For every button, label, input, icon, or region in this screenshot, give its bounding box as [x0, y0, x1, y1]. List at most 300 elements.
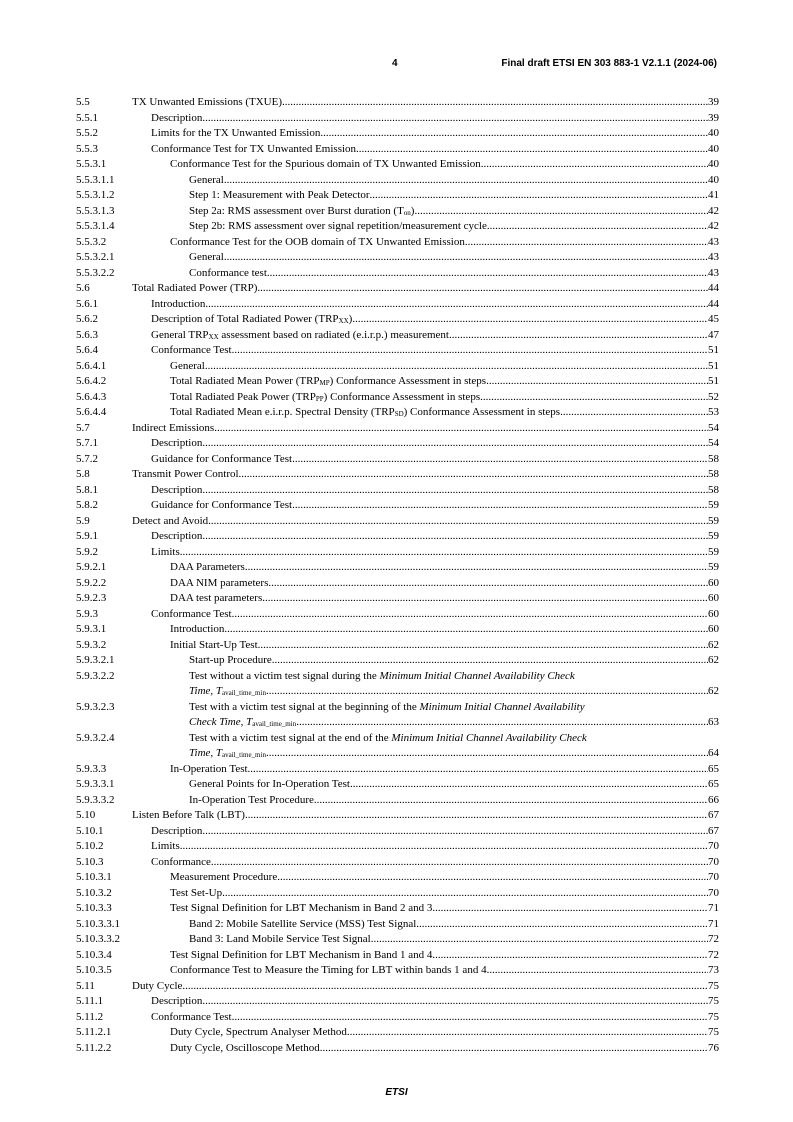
toc-entry[interactable] — [76, 421, 719, 437]
toc-leader-dots — [258, 638, 708, 654]
toc-title — [189, 669, 575, 685]
toc-section-number: 5.5.2 — [76, 127, 98, 139]
toc-entry[interactable] — [76, 142, 719, 158]
toc-entry[interactable] — [76, 901, 719, 917]
toc-section-number: 5.11.2 — [76, 1010, 104, 1023]
toc-entry[interactable] — [76, 343, 719, 359]
toc-line — [151, 312, 719, 328]
toc-title — [151, 839, 180, 855]
toc-line — [170, 235, 719, 251]
toc-leader-dots — [432, 901, 708, 917]
toc-title — [151, 1010, 232, 1026]
toc-entry-body — [151, 436, 719, 452]
toc-leader-dots — [480, 390, 708, 406]
toc-line — [170, 638, 719, 654]
toc-section-number: 5.9.3.2.2 — [76, 669, 115, 682]
toc-title-text: Time, T — [189, 747, 223, 759]
toc-section-number: 5.6.4 — [76, 344, 98, 356]
toc-entry-body — [132, 808, 719, 824]
toc-title — [151, 607, 232, 623]
toc-title-text: Conformance — [151, 855, 211, 868]
toc-line — [132, 979, 719, 995]
toc-line — [151, 994, 719, 1010]
toc-entry-body — [151, 343, 719, 359]
toc-entry[interactable] — [76, 963, 719, 979]
toc-page-number: 59 — [708, 499, 719, 511]
toc-entry[interactable] — [76, 669, 719, 700]
toc-title-text: ) Conformance Assessment in steps — [403, 406, 561, 418]
toc-line — [170, 963, 719, 979]
toc-line — [189, 700, 719, 716]
toc-entry[interactable] — [76, 312, 719, 328]
toc-page-number: 52 — [708, 390, 719, 403]
toc-leader-dots — [232, 607, 708, 623]
toc-title-text: Description — [151, 530, 203, 542]
toc-line — [189, 793, 719, 809]
toc-title — [151, 855, 211, 871]
toc-leader-dots — [211, 855, 708, 871]
toc-entry-body — [151, 142, 719, 158]
toc-line — [189, 219, 719, 235]
toc-leader-dots — [487, 963, 708, 979]
toc-entry[interactable] — [76, 839, 719, 855]
toc-section-number: 5.9.2.1 — [76, 561, 107, 573]
toc-line — [170, 762, 719, 778]
toc-section-number: 5.7.2 — [76, 452, 98, 465]
toc-leader-dots — [320, 1041, 708, 1057]
toc-leader-dots — [347, 1025, 708, 1041]
toc-entry-body — [170, 576, 719, 592]
toc-line — [151, 607, 719, 623]
toc-entry[interactable] — [76, 266, 719, 282]
toc-entry[interactable] — [76, 731, 719, 762]
toc-title-text: ) — [410, 204, 415, 217]
toc-title — [170, 560, 245, 576]
toc-entry[interactable] — [76, 607, 719, 623]
document-title: Final draft ETSI EN 303 883-1 V2.1.1 (2024-06) — [501, 58, 717, 69]
toc-title-text: Conformance Test for the OOB domain of TX Unwanted Emission — [170, 235, 465, 248]
toc-entry[interactable] — [76, 126, 719, 142]
toc-entry[interactable] — [76, 188, 719, 204]
toc-section-number: 5.9.3.2.4 — [76, 731, 115, 744]
toc-entry[interactable] — [76, 111, 719, 127]
toc-entry-body — [189, 266, 719, 282]
toc-title-text: Transmit Power Control — [132, 468, 239, 480]
toc-leader-dots — [202, 111, 708, 127]
toc-entry[interactable] — [76, 359, 719, 375]
toc-title — [132, 979, 182, 995]
toc-title-text: Test Set-Up — [170, 886, 223, 899]
toc-title-text: Minimum Initial Channel Availability Check — [391, 731, 587, 744]
toc-line — [151, 483, 719, 499]
toc-entry-body — [189, 932, 719, 948]
toc-entry[interactable] — [76, 436, 719, 452]
toc-entry[interactable] — [76, 855, 719, 871]
toc-entry[interactable] — [76, 777, 719, 793]
toc-title-text: ) Conformance Assessment in steps — [329, 375, 487, 387]
toc-line — [170, 374, 719, 390]
toc-title-text: In-Operation Test — [170, 762, 248, 775]
toc-entry[interactable] — [76, 328, 719, 344]
toc-section-number: 5.7.1 — [76, 437, 98, 449]
toc-entry[interactable] — [76, 932, 719, 948]
toc-line — [151, 111, 719, 127]
toc-title-text: DAA Parameters — [170, 561, 245, 573]
toc-title-text: General TRP — [151, 328, 209, 341]
toc-title-text: Description — [151, 111, 203, 124]
toc-entry[interactable] — [76, 560, 719, 576]
toc-title — [170, 576, 268, 592]
toc-page-number: 42 — [708, 220, 719, 232]
toc-title-text: Conformance Test — [151, 1010, 232, 1023]
toc-leader-dots — [352, 312, 708, 328]
toc-title-text: General Points for In-Operation Test — [189, 778, 350, 790]
toc-leader-dots — [248, 762, 708, 778]
toc-section-number: 5.5.3.1.1 — [76, 173, 115, 186]
toc-entry-body — [189, 669, 719, 700]
toc-section-number: 5.5.3.2.1 — [76, 251, 115, 263]
toc-entry[interactable] — [76, 886, 719, 902]
toc-page-number: 64 — [708, 747, 719, 759]
toc-entry-body — [170, 948, 719, 964]
toc-leader-dots — [370, 188, 708, 204]
toc-title — [170, 235, 465, 251]
toc-page-number: 58 — [708, 452, 719, 465]
toc-entry-body — [151, 824, 719, 840]
toc-section-number: 5.10.3.3.2 — [76, 933, 120, 945]
toc-section-number: 5.5.1 — [76, 111, 98, 124]
toc-title-text: Measurement Procedure — [170, 871, 278, 883]
toc-entry-body — [189, 777, 719, 793]
toc-line — [189, 173, 719, 189]
toc-line — [170, 560, 719, 576]
toc-page-number: 60 — [708, 623, 719, 635]
toc-entry[interactable] — [76, 808, 719, 824]
toc-entry-body — [132, 467, 719, 483]
toc-page-number: 41 — [708, 189, 719, 201]
toc-entry[interactable] — [76, 700, 719, 731]
toc-title-text: Test without a victim test signal during the — [189, 669, 380, 682]
toc-title-text: Guidance for Conformance Test — [151, 452, 293, 465]
toc-page-number: 51 — [708, 344, 719, 356]
toc-title-text: MP — [319, 379, 330, 387]
toc-entry-body — [170, 374, 719, 390]
toc-section-number: 5.10.3 — [76, 855, 104, 868]
toc-line — [189, 684, 719, 700]
toc-section-number: 5.10.3.2 — [76, 886, 112, 899]
toc-leader-dots — [245, 808, 708, 824]
toc-leader-dots — [202, 436, 708, 452]
toc-entry[interactable] — [76, 514, 719, 530]
toc-entry[interactable] — [76, 452, 719, 468]
toc-leader-dots — [262, 591, 708, 607]
toc-line — [189, 715, 719, 731]
toc-line — [151, 452, 719, 468]
toc-page-number: 59 — [708, 561, 719, 573]
toc-title-text: Guidance for Conformance Test — [151, 499, 293, 511]
toc-leader-dots — [416, 917, 708, 933]
toc-title — [189, 188, 370, 204]
toc-entry[interactable] — [76, 994, 719, 1010]
toc-line — [151, 126, 719, 142]
toc-entry-body — [132, 979, 719, 995]
toc-title-text: ) Conformance Assessment in steps — [323, 390, 481, 403]
toc-leader-dots — [481, 157, 708, 173]
toc-line — [151, 343, 719, 359]
toc-line — [189, 204, 719, 220]
toc-title-text: Introduction — [151, 297, 206, 310]
toc-entry-body — [151, 126, 719, 142]
toc-entry[interactable] — [76, 653, 719, 669]
toc-section-number: 5.7 — [76, 421, 90, 434]
toc-title-text: ) — [348, 313, 353, 325]
toc-title — [189, 777, 350, 793]
toc-entry[interactable] — [76, 824, 719, 840]
toc-entry-body — [170, 638, 719, 654]
toc-page-number: 75 — [708, 1026, 719, 1038]
toc-title-text: Indirect Emissions — [132, 421, 215, 434]
toc-section-number: 5.10.1 — [76, 824, 104, 837]
toc-entry[interactable] — [76, 173, 719, 189]
toc-entry[interactable] — [76, 576, 719, 592]
toc-section-number: 5.6.4.4 — [76, 406, 107, 418]
toc-title — [151, 436, 202, 452]
toc-title-text: Description — [151, 437, 203, 449]
toc-section-number: 5.9.3.2.3 — [76, 700, 115, 713]
toc-section-number: 5.5.3.1 — [76, 158, 107, 170]
toc-title-text: Total Radiated Power (TRP) — [132, 282, 258, 294]
toc-leader-dots — [224, 622, 708, 638]
toc-line — [132, 808, 719, 824]
toc-page-number: 43 — [708, 235, 719, 248]
toc-entry[interactable] — [76, 498, 719, 514]
toc-line — [151, 855, 719, 871]
toc-entry[interactable] — [76, 281, 719, 297]
toc-section-number: 5.6.4.1 — [76, 359, 107, 372]
toc-entry[interactable] — [76, 545, 719, 561]
toc-line — [189, 932, 719, 948]
toc-leader-dots — [292, 498, 708, 514]
toc-title — [189, 266, 267, 282]
toc-title-text: Description — [151, 483, 203, 496]
toc-entry[interactable] — [76, 638, 719, 654]
toc-entry[interactable] — [76, 483, 719, 499]
toc-page-number: 70 — [708, 840, 719, 852]
toc-section-number: 5.10.3.3 — [76, 902, 112, 914]
toc-page-number: 40 — [708, 142, 719, 155]
toc-leader-dots — [222, 886, 708, 902]
toc-entry[interactable] — [76, 157, 719, 173]
toc-title-text: Duty Cycle, Oscilloscope Method — [170, 1041, 320, 1054]
toc-entry-body — [189, 204, 719, 220]
toc-page-number: 72 — [708, 933, 719, 945]
footer-etsi: ETSI — [385, 1087, 408, 1098]
toc-entry-body — [151, 328, 719, 344]
toc-title — [170, 762, 248, 778]
toc-title-text: on — [403, 208, 411, 217]
toc-title — [189, 219, 487, 235]
toc-line — [189, 917, 719, 933]
toc-section-number: 5.9.3.3.1 — [76, 778, 115, 790]
toc-entry[interactable] — [76, 622, 719, 638]
toc-leader-dots — [465, 235, 708, 251]
toc-title-text: Step 1: Measurement with Peak Detector — [189, 189, 370, 201]
toc-page-number: 62 — [708, 638, 719, 651]
toc-section-number: 5.9.3 — [76, 607, 98, 620]
toc-title — [170, 1025, 347, 1041]
toc-section-number: 5.10.3.3.1 — [76, 917, 120, 930]
toc-section-number: 5.6.1 — [76, 297, 98, 310]
toc-entry-body — [151, 312, 719, 328]
toc-title-text: Time, T — [189, 685, 223, 697]
toc-line — [151, 498, 719, 514]
toc-entry-body — [151, 452, 719, 468]
toc-entry[interactable] — [76, 1025, 719, 1041]
toc-section-number: 5.8 — [76, 468, 90, 480]
toc-title-text: Listen Before Talk (LBT) — [132, 809, 245, 821]
toc-line — [151, 529, 719, 545]
toc-entry-body — [189, 173, 719, 189]
toc-line — [170, 405, 719, 421]
toc-title-text: General — [189, 173, 224, 186]
toc-title-text: Conformance test — [189, 266, 267, 279]
toc-title — [151, 142, 356, 158]
toc-title-text: In-Operation Test Procedure — [189, 793, 314, 806]
toc-section-number: 5.5.3.1.3 — [76, 204, 115, 217]
toc-line — [170, 1025, 719, 1041]
toc-section-number: 5.10.3.5 — [76, 964, 112, 976]
toc-leader-dots — [239, 467, 708, 483]
toc-title-text: General — [189, 251, 224, 263]
toc-entry-body — [151, 111, 719, 127]
toc-title — [151, 483, 202, 499]
toc-page-number: 60 — [708, 576, 719, 589]
toc-title — [189, 731, 587, 747]
toc-section-number: 5.5.3.1.2 — [76, 189, 115, 201]
toc-entry[interactable] — [76, 235, 719, 251]
toc-line — [170, 390, 719, 406]
toc-entry[interactable] — [76, 870, 719, 886]
toc-page-number: 62 — [708, 685, 719, 697]
toc-title-text: DAA test parameters — [170, 592, 263, 604]
toc-line — [132, 421, 719, 437]
toc-page-number: 65 — [708, 778, 719, 790]
toc-title-text: Test with a victim test signal at the beginning of the — [189, 700, 420, 713]
toc-page-number: 70 — [708, 855, 719, 868]
toc-page-number: 42 — [708, 204, 719, 217]
toc-section-number: 5.6.3 — [76, 328, 98, 341]
toc-title-text: SD — [394, 410, 404, 418]
toc-section-number: 5.11.2.1 — [76, 1026, 112, 1038]
toc-page-number: 70 — [708, 871, 719, 883]
toc-line — [170, 886, 719, 902]
toc-title-text: Initial Start-Up Test — [170, 638, 258, 651]
toc-line — [132, 95, 719, 111]
toc-leader-dots — [180, 839, 708, 855]
toc-entry-body — [170, 901, 719, 917]
toc-line — [132, 281, 719, 297]
toc-entry[interactable] — [76, 979, 719, 995]
toc-title-text: PP — [315, 394, 324, 403]
toc-page-number: 40 — [708, 127, 719, 139]
toc-title — [189, 700, 585, 716]
toc-title-text: Band 2: Mobile Satellite Service (MSS) Test Signal — [189, 917, 417, 930]
toc-entry[interactable] — [76, 297, 719, 313]
toc-entry-body — [132, 514, 719, 530]
toc-line — [170, 622, 719, 638]
toc-entry-body — [170, 359, 719, 375]
toc-entry[interactable] — [76, 529, 719, 545]
toc-entry-body — [189, 917, 719, 933]
toc-title — [189, 653, 272, 669]
toc-title — [170, 591, 262, 607]
toc-section-number: 5.9.2.3 — [76, 592, 107, 604]
toc-title — [151, 824, 202, 840]
toc-entry-body — [189, 219, 719, 235]
toc-section-number: 5.9.2 — [76, 545, 98, 558]
toc-entry[interactable] — [76, 95, 719, 111]
toc-entry-body — [132, 281, 719, 297]
toc-section-number: 5.8.1 — [76, 483, 98, 496]
toc-title-text: avail_time_min — [222, 689, 266, 697]
toc-entry-body — [170, 560, 719, 576]
toc-page-number: 67 — [708, 824, 719, 837]
toc-entry[interactable] — [76, 405, 719, 421]
toc-title-text: Conformance Test — [151, 344, 232, 356]
toc-title — [170, 870, 277, 886]
toc-page-number: 75 — [708, 979, 719, 992]
toc-page-number: 67 — [708, 809, 719, 821]
toc-entry[interactable] — [76, 250, 719, 266]
toc-entry[interactable] — [76, 219, 719, 235]
toc-entry[interactable] — [76, 1010, 719, 1026]
toc-section-number: 5.11 — [76, 979, 95, 992]
toc-line — [189, 746, 719, 762]
toc-leader-dots — [267, 266, 708, 282]
toc-leader-dots — [350, 777, 708, 793]
toc-leader-dots — [486, 374, 708, 390]
toc-section-number: 5.11.1 — [76, 995, 104, 1007]
toc-entry[interactable] — [76, 917, 719, 933]
toc-entry-body — [132, 421, 719, 437]
toc-title — [132, 95, 282, 111]
toc-title-text: General — [170, 359, 205, 372]
toc-title — [170, 359, 205, 375]
toc-leader-dots — [180, 545, 708, 561]
toc-entry[interactable] — [76, 374, 719, 390]
toc-entry[interactable] — [76, 591, 719, 607]
toc-line — [170, 157, 719, 173]
toc-entry-body — [189, 250, 719, 266]
toc-page-number: 58 — [708, 468, 719, 480]
toc-line — [189, 653, 719, 669]
toc-entry[interactable] — [76, 793, 719, 809]
toc-entry[interactable] — [76, 467, 719, 483]
toc-line — [189, 777, 719, 793]
toc-title-text: Conformance Test for TX Unwanted Emission — [151, 142, 357, 155]
toc-entry[interactable] — [76, 948, 719, 964]
toc-entry[interactable] — [76, 204, 719, 220]
toc-entry[interactable] — [76, 1041, 719, 1057]
toc-title — [151, 126, 320, 142]
toc-leader-dots — [272, 653, 708, 669]
toc-entry[interactable] — [76, 762, 719, 778]
toc-title-text: Step 2b: RMS assessment over signal repetition/measurement cycle — [189, 220, 487, 232]
toc-title — [151, 343, 232, 359]
toc-entry[interactable] — [76, 390, 719, 406]
toc-line — [189, 731, 719, 747]
toc-page-number: 71 — [708, 917, 719, 930]
